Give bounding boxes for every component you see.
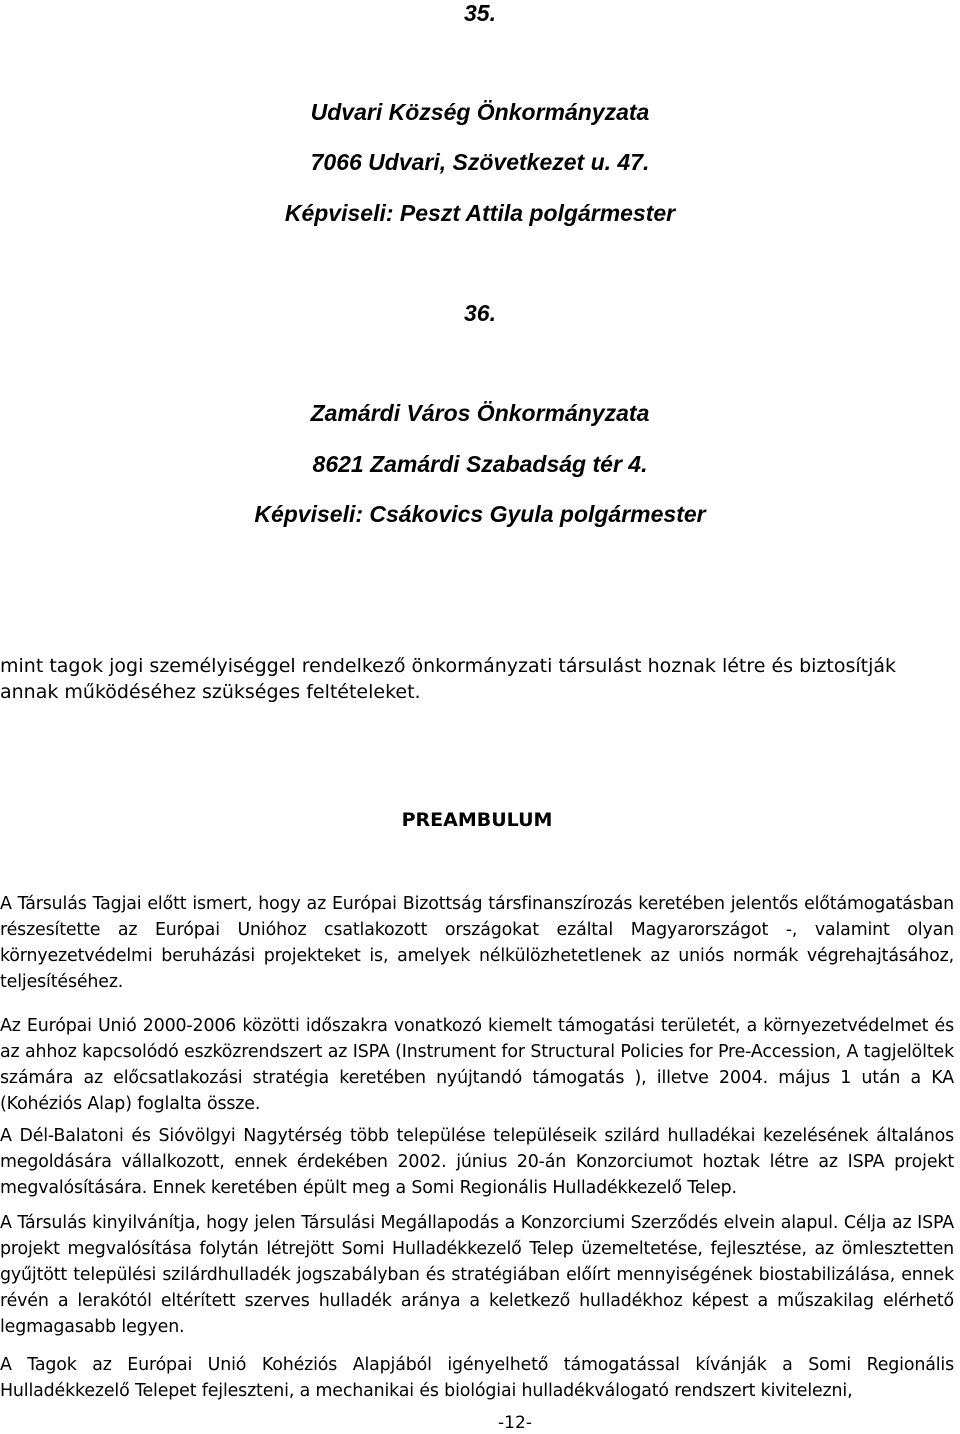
member-representative: Képviseli: Csákovics Gyula polgármester <box>254 501 706 527</box>
member-number: 35. <box>464 0 496 26</box>
preamble-paragraph: Az Európai Unió 2000-2006 közötti időszakra vonatkozó kiemelt támogatási területét, a környezetvédelmet és az ahhoz kapcsolódó eszközrendszert az ISPA (Instrument for Structural Policies for Pre-Accession, A tagjelöltek számára az előcsatlakozási stratégia keretében nyújtandó támogatás ), illetve 2004. május 1 után a KA (Kohéziós Alap) foglalta össze. <box>0 1016 954 1114</box>
member-name: Udvari Község Önkormányzata <box>310 99 650 125</box>
section-title: PREAMBULUM <box>401 809 553 831</box>
member-representative: Képviseli: Peszt Attila polgármester <box>284 200 676 226</box>
preamble-paragraph: A Társulás Tagjai előtt ismert, hogy az Európai Bizottság társfinanszírozás keretében jelentős előtámogatásban részesítette az Európai Unióhoz csatlakozott országokat ezáltal Magyarországot -, valamint olyan környezetvédelmi beruházási projekteket is, amelyek nélkülözhetetlenek az uniós normák végrehajtásához, teljesítéséhez. <box>0 894 954 992</box>
preamble-paragraph: A Tagok az Európai Unió Kohéziós Alapjából igényelhető támogatással kívánják a Somi Regionális Hulladékkezelő Telepet fejleszteni, a mechanikai és biológiai hulladékválogató rendszert kivitelezni, <box>0 1355 954 1401</box>
member-name: Zamárdi Város Önkormányzata <box>310 400 650 426</box>
member-address: 8621 Zamárdi Szabadság tér 4. <box>312 451 648 477</box>
preamble-paragraph: A Dél-Balatoni és Sióvölgyi Nagytérség több települése településeik szilárd hulladékai kezelésének általános megoldására vállalkozott, ennek érdekében 2002. június 20-án Konzorciumot hoztak létre az ISPA projekt megvalósítására. Ennek keretében épült meg a Somi Regionális Hulladékkezelő Telep. <box>0 1126 954 1198</box>
member-number: 36. <box>464 300 496 326</box>
member-address: 7066 Udvari, Szövetkezet u. 47. <box>310 149 650 175</box>
preamble-paragraph: A Társulás kinyilvánítja, hogy jelen Társulási Megállapodás a Konzorciumi Szerződés elvein alapul. Célja az ISPA projekt megvalósítása folytán létrejött Somi Hulladékkezelő Telep üzemeltetése, fejlesztése, az ömlesztetten gyűjtött települési szilárdhulladék jogszabályban és stratégiában előírt mennyiségének biostabilizálása, ennek révén a lerakótól eltérített szerves hulladék aránya a keletkező hulladékhoz képest a műszakilag elérhető legmagasabb legyen. <box>0 1213 954 1337</box>
intro-text: mint tagok jogi személyiséggel rendelkező önkormányzati társulást hoznak létre és biztosítják annak működéséhez szükséges feltételeket. <box>0 655 897 703</box>
page-number: -12- <box>498 1413 532 1433</box>
